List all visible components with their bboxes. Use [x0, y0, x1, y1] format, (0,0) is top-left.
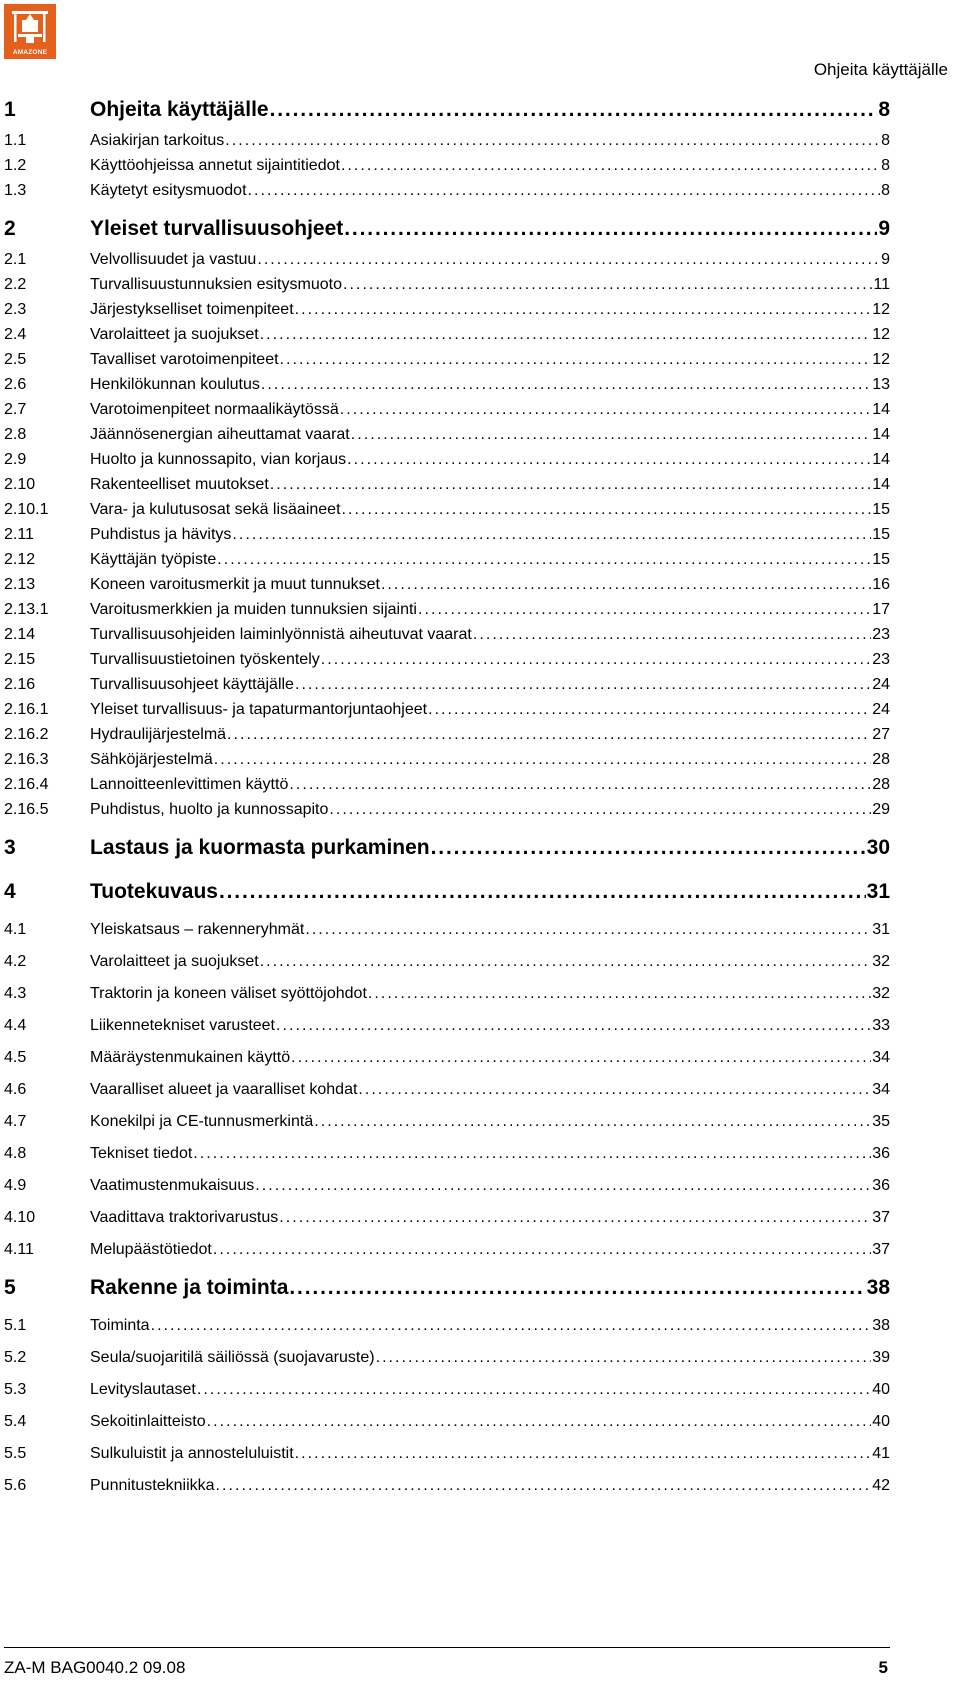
toc-dot-leader: [428, 701, 871, 719]
toc-dot-leader: [351, 426, 871, 444]
footer-divider: [4, 1647, 890, 1648]
toc-entry-page: 15: [872, 501, 890, 518]
toc-dot-leader: [280, 351, 872, 369]
toc-entry-title: Yleiset turvallisuus- ja tapaturmantorjuntaohjeet: [90, 701, 428, 718]
toc-entry-page: 24: [872, 676, 890, 693]
logo-emblem-icon: [4, 4, 56, 48]
toc-entry-page: 30: [866, 836, 890, 859]
toc-dot-leader: [279, 1209, 871, 1227]
toc-entry-number: 2.16.2: [4, 726, 49, 743]
toc-entry-page: 12: [872, 301, 890, 318]
toc-entry-number: 4.4: [4, 1017, 27, 1034]
toc-entry-number: 2.16.1: [4, 701, 49, 718]
toc-section-entry[interactable]: [4, 1106, 890, 1138]
toc-entry-title: Koneen varoitusmerkit ja muut tunnukset: [90, 576, 380, 593]
toc-entry-page: 32: [872, 985, 890, 1002]
toc-entry-title: Käyttöohjeissa annetut sijaintitiedot: [90, 157, 340, 174]
toc-entry-number: 4.11: [4, 1241, 34, 1258]
toc-section-entry[interactable]: [4, 1310, 890, 1342]
toc-entry-title: Turvallisuustietoinen työskentely: [90, 651, 320, 668]
toc-section-entry[interactable]: [4, 1202, 890, 1234]
toc-dot-leader: [214, 751, 871, 769]
toc-entry-number: 1: [4, 98, 16, 121]
toc-dot-leader: [347, 451, 871, 469]
toc-dot-leader: [342, 501, 872, 519]
toc-section-entry[interactable]: [4, 1470, 890, 1502]
toc-entry-number: 1.2: [4, 157, 27, 174]
toc-entry-number: 2.16.4: [4, 776, 49, 793]
toc-section-entry[interactable]: [4, 751, 890, 776]
toc-entry-page: 14: [872, 426, 890, 443]
toc-entry-title: Puhdistus, huolto ja kunnossapito: [90, 801, 329, 818]
toc-section-entry[interactable]: [4, 182, 890, 207]
toc-dot-leader: [295, 1445, 872, 1463]
toc-entry-title: Seula/suojaritilä säiliössä (suojavaruste): [90, 1349, 375, 1366]
toc-entry-page: 15: [872, 526, 890, 543]
toc-entry-page: 12: [872, 351, 890, 368]
toc-entry-title: Määräystenmukainen käyttö: [90, 1049, 291, 1066]
toc-entry-page: 28: [872, 751, 890, 768]
toc-entry-title: Järjestykselliset toimenpiteet: [90, 301, 294, 318]
toc-entry-number: 2.7: [4, 401, 27, 418]
toc-entry-number: 2.5: [4, 351, 27, 368]
toc-entry-title: Lastaus ja kuormasta purkaminen: [90, 836, 430, 859]
toc-entry-title: Asiakirjan tarkoitus: [90, 132, 225, 149]
toc-dot-leader: [314, 1113, 871, 1131]
toc-entry-title: Varolaitteet ja suojukset: [90, 953, 259, 970]
toc-entry-title: Rakenne ja toiminta: [90, 1276, 289, 1299]
toc-entry-page: 14: [872, 451, 890, 468]
toc-entry-title: Käyttäjän työpiste: [90, 551, 217, 568]
toc-section-entry[interactable]: [4, 501, 890, 526]
toc-entry-page: 14: [872, 476, 890, 493]
toc-entry-title: Tavalliset varotoimenpiteet: [90, 351, 279, 368]
toc-entry-title: Levityslautaset: [90, 1381, 196, 1398]
toc-entry-number: 5.1: [4, 1317, 27, 1334]
toc-section-entry[interactable]: [4, 551, 890, 576]
toc-entry-title: Varolaitteet ja suojukset: [90, 326, 259, 343]
toc-entry-number: 4.5: [4, 1049, 27, 1066]
toc-section-entry[interactable]: [4, 946, 890, 978]
toc-entry-title: Traktorin ja koneen väliset syöttöjohdot: [90, 985, 367, 1002]
toc-entry-title: Tuotekuvaus: [90, 880, 218, 903]
toc-entry-page: 40: [872, 1381, 890, 1398]
toc-entry-title: Turvallisuusohjeet käyttäjälle: [90, 676, 294, 693]
toc-dot-leader: [257, 251, 880, 269]
toc-entry-page: 36: [872, 1145, 890, 1162]
toc-entry-number: 2.10: [4, 476, 36, 493]
toc-chapter-entry[interactable]: [4, 88, 890, 132]
toc-entry-title: Vara- ja kulutusosat sekä lisäaineet: [90, 501, 341, 518]
toc-dot-leader: [225, 132, 880, 150]
toc-entry-title: Melupäästötiedot: [90, 1241, 212, 1258]
toc-entry-title: Sekoitinlaitteisto: [90, 1413, 206, 1430]
toc-entry-number: 2.11: [4, 526, 34, 543]
toc-dot-leader: [358, 1081, 871, 1099]
toc-entry-page: 8: [881, 132, 890, 149]
toc-entry-title: Toiminta: [90, 1317, 150, 1334]
toc-entry-page: 8: [878, 98, 890, 121]
toc-entry-title: Turvallisuustunnuksien esitysmuoto: [90, 276, 342, 293]
toc-entry-page: 33: [872, 1017, 890, 1034]
toc-entry-title: Vaadittava traktorivarustus: [90, 1209, 279, 1226]
toc-entry-title: Punnitustekniikka: [90, 1477, 215, 1494]
toc-entry-number: 2.16.3: [4, 751, 49, 768]
toc-dot-leader: [344, 217, 877, 241]
toc-section-entry[interactable]: [4, 1170, 890, 1202]
toc-entry-title: Käytetyt esitysmuodot: [90, 182, 247, 199]
toc-section-entry[interactable]: [4, 301, 890, 326]
toc-dot-leader: [270, 98, 878, 122]
toc-entry-title: Jäännösenergian aiheuttamat vaarat: [90, 426, 350, 443]
toc-section-entry[interactable]: [4, 401, 890, 426]
toc-dot-leader: [295, 301, 872, 319]
toc-entry-page: 32: [872, 953, 890, 970]
toc-entry-number: 2.14: [4, 626, 36, 643]
toc-entry-number: 2.3: [4, 301, 27, 318]
toc-section-entry[interactable]: [4, 157, 890, 182]
toc-entry-title: Velvollisuudet ja vastuu: [90, 251, 257, 268]
toc-section-entry[interactable]: [4, 776, 890, 801]
toc-entry-title: Varotoimenpiteet normaalikäytössä: [90, 401, 339, 418]
toc-dot-leader: [289, 776, 871, 794]
toc-entry-page: 38: [866, 1276, 890, 1299]
toc-entry-number: 2.1: [4, 251, 27, 268]
toc-entry-number: 4.9: [4, 1177, 27, 1194]
toc-section-entry[interactable]: [4, 651, 890, 676]
toc-dot-leader: [368, 985, 871, 1003]
toc-dot-leader: [341, 157, 880, 175]
toc-section-entry[interactable]: [4, 526, 890, 551]
toc-entry-number: 5.5: [4, 1445, 27, 1462]
toc-section-entry[interactable]: [4, 1138, 890, 1170]
toc-entry-number: 2.10.1: [4, 501, 49, 518]
toc-section-entry[interactable]: [4, 701, 890, 726]
toc-dot-leader: [248, 182, 881, 200]
toc-chapter-entry[interactable]: [4, 826, 890, 870]
toc-section-entry[interactable]: [4, 1010, 890, 1042]
toc-dot-leader: [151, 1317, 872, 1335]
running-header-title: Ohjeita käyttäjälle: [813, 60, 948, 79]
toc-entry-title: Puhdistus ja hävitys: [90, 526, 232, 543]
toc-entry-number: 5.4: [4, 1413, 27, 1430]
toc-dot-leader: [321, 651, 871, 669]
toc-entry-number: 2.2: [4, 276, 27, 293]
toc-entry-page: 31: [872, 921, 890, 938]
toc-entry-title: Ohjeita käyttäjälle: [90, 98, 269, 121]
toc-dot-leader: [255, 1177, 871, 1195]
toc-dot-leader: [276, 1017, 871, 1035]
toc-entry-page: 34: [872, 1081, 890, 1098]
toc-entry-title: Sulkuluistit ja annosteluluistit: [90, 1445, 294, 1462]
toc-dot-leader: [418, 601, 871, 619]
toc-dot-leader: [213, 1241, 871, 1259]
logo-text: AMAZONE: [12, 49, 48, 56]
toc-entry-title: Tekniset tiedot: [90, 1145, 193, 1162]
toc-section-entry[interactable]: [4, 1074, 890, 1106]
toc-dot-leader: [217, 551, 871, 569]
toc-entry-number: 4.6: [4, 1081, 27, 1098]
toc-entry-page: 27: [872, 726, 890, 743]
toc-entry-number: 2.12: [4, 551, 36, 568]
toc-entry-title: Lannoitteenlevittimen käyttö: [90, 776, 289, 793]
toc-entry-number: 2.16: [4, 676, 36, 693]
toc-entry-page: 13: [872, 376, 890, 393]
toc-entry-page: 31: [866, 880, 890, 903]
toc-section-entry[interactable]: [4, 1406, 890, 1438]
toc-section-entry[interactable]: [4, 1342, 890, 1374]
toc-entry-page: 9: [881, 251, 890, 268]
toc-entry-number: 4.3: [4, 985, 27, 1002]
toc-dot-leader: [340, 401, 871, 419]
toc-entry-title: Varoitusmerkkien ja muiden tunnuksien sijainti: [90, 601, 417, 618]
toc-entry-page: 35: [872, 1113, 890, 1130]
toc-dot-leader: [431, 836, 866, 860]
toc-entry-number: 4.1: [4, 921, 27, 938]
toc-entry-title: Huolto ja kunnossapito, vian korjaus: [90, 451, 347, 468]
footer-page-number: 5: [878, 1658, 888, 1677]
toc-entry-page: 9: [878, 217, 890, 240]
toc-dot-leader: [381, 576, 871, 594]
toc-section-entry[interactable]: [4, 132, 890, 157]
toc-section-entry[interactable]: [4, 426, 890, 451]
toc-dot-leader: [289, 1276, 865, 1300]
toc-section-entry[interactable]: [4, 326, 890, 351]
toc-entry-page: 36: [872, 1177, 890, 1194]
toc-dot-leader: [232, 526, 871, 544]
toc-entry-title: Sähköjärjestelmä: [90, 751, 213, 768]
toc-entry-page: 28: [872, 776, 890, 793]
toc-entry-number: 5.3: [4, 1381, 27, 1398]
toc-entry-number: 2.13: [4, 576, 36, 593]
toc-entry-number: 2.13.1: [4, 601, 49, 618]
toc-entry-page: 29: [872, 801, 890, 818]
toc-entry-number: 2.8: [4, 426, 27, 443]
toc-section-entry[interactable]: [4, 978, 890, 1010]
toc-entry-page: 38: [872, 1317, 890, 1334]
toc-dot-leader: [219, 880, 866, 904]
toc-entry-number: 1.3: [4, 182, 27, 199]
toc-chapter-entry[interactable]: [4, 207, 890, 251]
toc-section-entry[interactable]: [4, 1042, 890, 1074]
toc-entry-page: 23: [872, 651, 890, 668]
table-of-contents: [4, 88, 890, 1502]
toc-chapter-entry[interactable]: [4, 870, 890, 914]
toc-entry-number: 5.2: [4, 1349, 27, 1366]
toc-entry-title: Liikennetekniset varusteet: [90, 1017, 275, 1034]
toc-dot-leader: [227, 726, 871, 744]
toc-section-entry[interactable]: [4, 801, 890, 826]
toc-entry-page: 12: [872, 326, 890, 343]
toc-entry-number: 4: [4, 880, 16, 903]
toc-entry-page: 37: [872, 1241, 890, 1258]
toc-entry-page: 17: [872, 601, 890, 618]
toc-dot-leader: [376, 1349, 872, 1367]
toc-entry-number: 4.8: [4, 1145, 27, 1162]
toc-entry-title: Yleiset turvallisuusohjeet: [90, 217, 344, 240]
toc-entry-page: 16: [872, 576, 890, 593]
toc-entry-number: 1.1: [4, 132, 27, 149]
toc-section-entry[interactable]: [4, 626, 890, 651]
toc-section-entry[interactable]: [4, 1234, 890, 1266]
toc-entry-page: 42: [872, 1477, 890, 1494]
toc-entry-page: 40: [872, 1413, 890, 1430]
toc-dot-leader: [291, 1049, 871, 1067]
toc-dot-leader: [343, 276, 872, 294]
toc-entry-number: 3: [4, 836, 16, 859]
toc-dot-leader: [197, 1381, 871, 1399]
toc-entry-title: Hydraulijärjestelmä: [90, 726, 227, 743]
toc-dot-leader: [305, 921, 871, 939]
toc-entry-page: 24: [872, 701, 890, 718]
toc-entry-title: Turvallisuusohjeiden laiminlyönnistä aiheutuvat vaarat: [90, 626, 472, 643]
toc-entry-page: 41: [872, 1445, 890, 1462]
toc-entry-title: Henkilökunnan koulutus: [90, 376, 260, 393]
toc-entry-page: 34: [872, 1049, 890, 1066]
toc-section-entry[interactable]: [4, 376, 890, 401]
toc-entry-number: 2.6: [4, 376, 27, 393]
toc-entry-page: 39: [872, 1349, 890, 1366]
toc-entry-title: Vaaralliset alueet ja vaaralliset kohdat: [90, 1081, 358, 1098]
toc-section-entry[interactable]: [4, 1374, 890, 1406]
toc-entry-number: 2.4: [4, 326, 27, 343]
toc-section-entry[interactable]: [4, 914, 890, 946]
toc-section-entry[interactable]: [4, 1438, 890, 1470]
toc-section-entry[interactable]: [4, 726, 890, 751]
toc-section-entry[interactable]: [4, 451, 890, 476]
toc-entry-title: Vaatimustenmukaisuus: [90, 1177, 255, 1194]
toc-entry-number: 5.6: [4, 1477, 27, 1494]
amazone-logo: [4, 4, 56, 59]
toc-entry-number: 2.16.5: [4, 801, 49, 818]
toc-section-entry[interactable]: [4, 351, 890, 376]
toc-section-entry[interactable]: [4, 676, 890, 701]
toc-entry-title: Yleiskatsaus – rakenneryhmät: [90, 921, 305, 938]
toc-dot-leader: [193, 1145, 871, 1163]
toc-dot-leader: [270, 476, 871, 494]
toc-entry-number: 2.9: [4, 451, 27, 468]
toc-dot-leader: [261, 376, 871, 394]
toc-dot-leader: [207, 1413, 872, 1431]
toc-entry-number: 4.7: [4, 1113, 27, 1130]
toc-dot-leader: [260, 953, 872, 971]
toc-dot-leader: [260, 326, 872, 344]
toc-entry-page: 8: [881, 157, 890, 174]
toc-dot-leader: [329, 801, 871, 819]
toc-entry-title: Konekilpi ja CE-tunnusmerkintä: [90, 1113, 314, 1130]
toc-entry-title: Rakenteelliset muutokset: [90, 476, 269, 493]
toc-entry-number: 2: [4, 217, 16, 240]
footer-document-code: ZA-M BAG0040.2 09.08: [4, 1658, 186, 1677]
toc-entry-number: 2.15: [4, 651, 36, 668]
toc-entry-number: 5: [4, 1276, 16, 1299]
toc-entry-page: 11: [873, 276, 890, 293]
toc-dot-leader: [473, 626, 871, 644]
toc-entry-page: 15: [872, 551, 890, 568]
toc-section-entry[interactable]: [4, 276, 890, 301]
toc-entry-page: 14: [872, 401, 890, 418]
toc-section-entry[interactable]: [4, 601, 890, 626]
toc-section-entry[interactable]: [4, 476, 890, 501]
toc-entry-number: 4.2: [4, 953, 27, 970]
toc-entry-page: 8: [881, 182, 890, 199]
toc-dot-leader: [295, 676, 871, 694]
toc-section-entry[interactable]: [4, 576, 890, 601]
toc-dot-leader: [216, 1477, 872, 1495]
toc-entry-number: 4.10: [4, 1209, 36, 1226]
toc-entry-page: 37: [872, 1209, 890, 1226]
toc-section-entry[interactable]: [4, 251, 890, 276]
toc-entry-page: 23: [872, 626, 890, 643]
toc-chapter-entry[interactable]: [4, 1266, 890, 1310]
